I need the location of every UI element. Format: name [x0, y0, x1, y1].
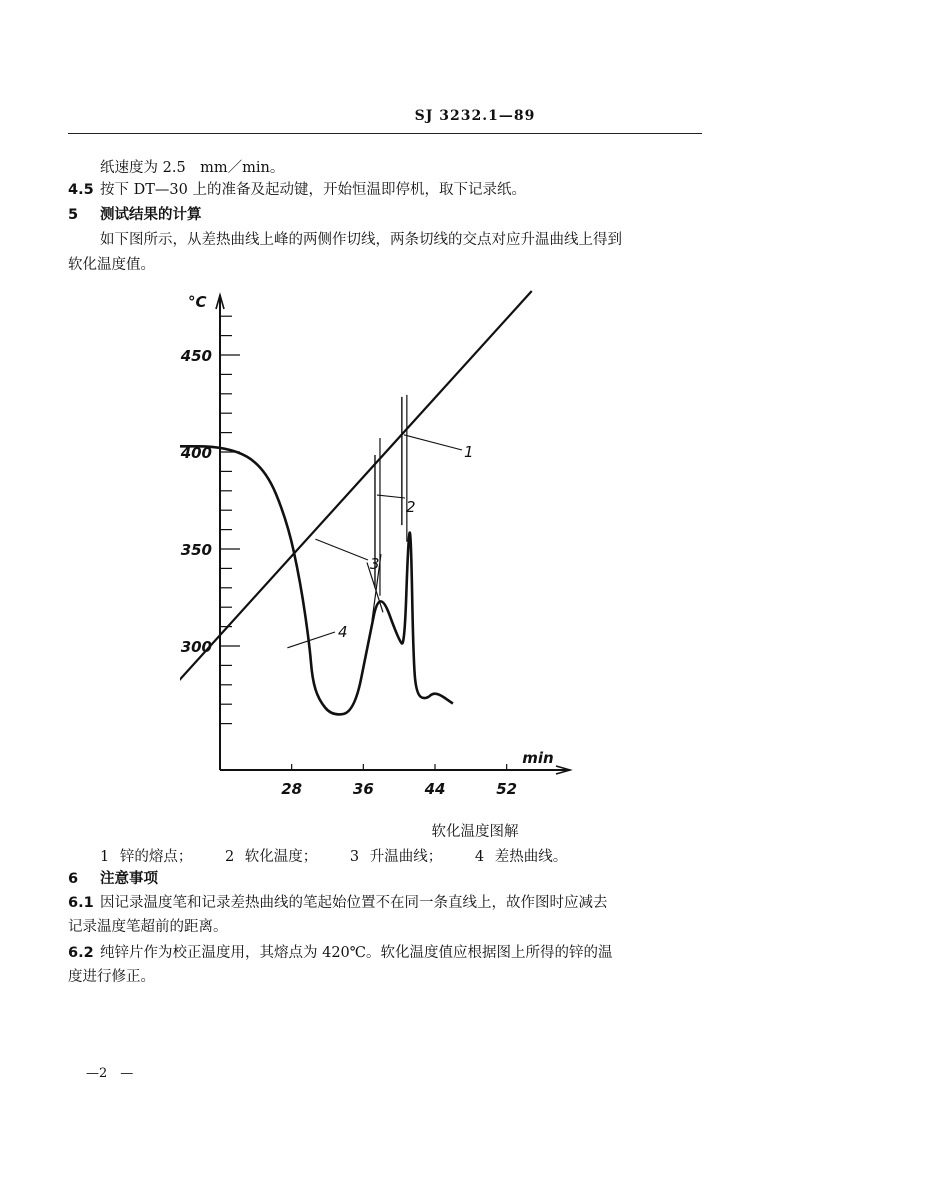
- x-axis-unit: min: [522, 749, 554, 767]
- heating-curve-line: [180, 291, 532, 693]
- callout-leader-1: [404, 435, 462, 450]
- legend-3-number: 3: [349, 849, 360, 865]
- section-4-5: [68, 180, 526, 200]
- callout-leader-3: [315, 539, 368, 560]
- section-5-number: 5: [68, 207, 79, 223]
- x-tick-label: 36: [352, 780, 374, 798]
- y-tick-label: 450: [180, 347, 212, 365]
- section-6-2-line-2: 度进行修正。: [68, 969, 155, 985]
- figure-caption: 软化温度图解: [431, 824, 519, 840]
- legend-2-number: 2: [224, 849, 235, 865]
- x-tick-label: 52: [496, 780, 518, 798]
- section-6-title: 注意事项: [100, 870, 158, 887]
- header-rule: [68, 133, 702, 134]
- figure-legend: [100, 845, 573, 866]
- section-4-5-text: 按下 DT—30 上的准备及起动键，开始恒温即停机，取下记录纸。: [100, 182, 526, 198]
- section-6-1-line-1: [68, 893, 608, 913]
- y-tick-label: 300: [180, 638, 212, 656]
- section-6-2-number: 6.2: [68, 945, 94, 961]
- y-axis-unit: °C: [188, 293, 207, 311]
- section-6-1-line-2: 记录温度笔超前的距离。: [68, 919, 228, 935]
- section-6-1-text-1: 因记录温度笔和记录差热曲线的笔起始位置不在同一条直线上，故作图时应减去: [100, 895, 608, 911]
- y-tick-label: 400: [180, 444, 212, 462]
- legend-4-label: 差热曲线。: [494, 849, 568, 865]
- legend-1-number: 1: [100, 849, 110, 865]
- section-4-5-number: 4.5: [68, 182, 94, 198]
- softening-temperature-chart: [180, 285, 600, 805]
- section-6-1-number: 6.1: [68, 895, 94, 911]
- callout-label-3: 3: [370, 555, 380, 573]
- section-5-paragraph-line-2: 软化温度值。: [68, 257, 155, 273]
- section-6-2-text-1: 纯锌片作为校正温度用，其熔点为 420℃。软化温度值应根据图上所得的锌的温: [100, 945, 613, 961]
- section-6-heading: [68, 869, 158, 889]
- x-tick-label: 44: [424, 780, 446, 798]
- section-5-title: 测试结果的计算: [100, 206, 202, 223]
- chart-annotations: [287, 395, 473, 648]
- legend-1-label: 锌的熔点；: [119, 849, 193, 865]
- section-6-2-line-1: [68, 943, 613, 963]
- callout-label-4: 4: [338, 623, 348, 641]
- paper-speed-line: 纸速度为 2.5 mm／min。: [100, 160, 285, 176]
- callout-label-1: 1: [464, 443, 474, 461]
- callout-leader-2: [377, 495, 405, 498]
- section-6-number: 6: [68, 871, 79, 887]
- legend-2-label: 软化温度；: [244, 849, 318, 865]
- x-tick-label: 28: [281, 780, 303, 798]
- legend-3-label: 升温曲线；: [369, 849, 443, 865]
- section-5-heading: [68, 205, 202, 225]
- legend-4-number: 4: [474, 849, 485, 865]
- standard-number-header: SJ 3232.1—89: [414, 108, 536, 124]
- callout-label-2: 2: [406, 498, 416, 516]
- page-number: —2 —: [86, 1066, 134, 1081]
- y-tick-label: 350: [180, 541, 212, 559]
- callout-leader-4: [287, 632, 335, 648]
- section-5-paragraph-line-1: 如下图所示，从差热曲线上峰的两侧作切线，两条切线的交点对应升温曲线上得到: [100, 232, 622, 248]
